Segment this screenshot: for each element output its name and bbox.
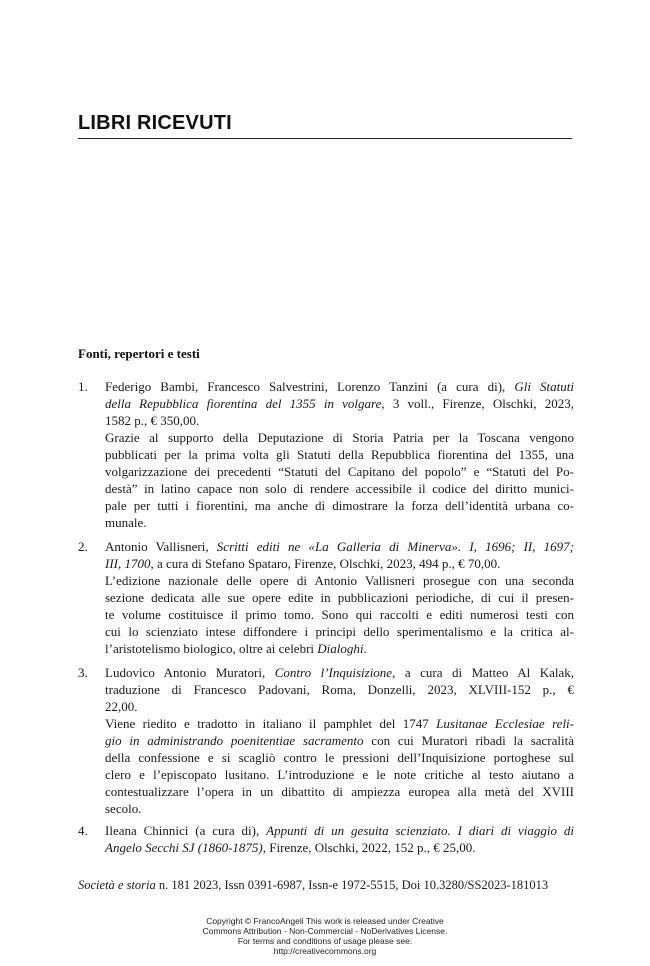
book-title: III, 1700	[105, 556, 151, 571]
book-title: Appunti di un gesuita scienziato. I diari di viaggio di	[266, 823, 575, 838]
description-line: pale per tutti i fiorentini, ma anche di dimostrare la forza dell’identità urbana co-	[105, 498, 574, 513]
citation-line: traduzione di Francesco Padovani, Roma, Donzelli, 2023, XLVIII-152 p., €	[105, 682, 574, 697]
description-line: clero e l’episcopato lusitano. L’introduzione e le note critiche al testo aiutano a	[105, 767, 574, 782]
description-line: sezione dedicata alle sue opere edite in pubblicazioni periodiche, di cui il presen-	[105, 590, 574, 605]
entry-4	[78, 822, 574, 856]
description-line: cui lo scienziato intese diffondere i principi dello sperimentalismo e la critica al-	[105, 624, 574, 639]
journal-details: n. 181 2023, Issn 0391-6987, Issn-e 1972-5515, Doi 10.3280/SS2023-181013	[155, 878, 549, 892]
description-line: munale.	[105, 515, 147, 530]
license-notice	[0, 916, 650, 956]
entry-2	[78, 538, 574, 657]
journal-name: Società e storia	[78, 878, 156, 892]
description-line: L’edizione nazionale delle opere di Antonio Vallisneri prosegue con una seconda	[105, 573, 574, 588]
citation-line: Federigo Bambi, Francesco Salvestrini, Lorenzo Tanzini (a cura di), Gli Statuti	[105, 379, 575, 394]
entry-1	[78, 378, 574, 531]
description-line: secolo.	[105, 801, 142, 816]
title-rule	[78, 138, 572, 139]
journal-reference	[78, 878, 578, 893]
description-line: destà” in latino capace non solo di rendere accessibile il codice del diritto munici-	[105, 481, 574, 496]
description-line: pubblicati per la prima volta gli Statuti della Repubblica fiorentina del 1355, una	[105, 447, 574, 462]
description-line: gio in administrando poenitentiae sacramento con cui Muratori ribadì la sacralità	[105, 733, 575, 748]
book-title: Scritti editi ne «La Galleria di Minerva». I, 1696; II, 1697;	[216, 539, 574, 554]
citation-line: 1582 p., € 350,00.	[105, 413, 200, 428]
section-heading: Fonti, repertori e testi	[78, 346, 200, 361]
description-line: l’aristotelismo biologico, oltre ai celebri Dialoghi.	[105, 641, 367, 656]
entry-number: 2.	[78, 539, 88, 554]
book-title: Contro l’Inquisizione	[274, 665, 393, 680]
description-line: della confessione e si scagliò contro le pressioni dell’Inquisizione portoghese sul	[105, 750, 574, 765]
citation-line: Ludovico Antonio Muratori, Contro l’Inquisizione, a cura di Matteo Al Kalak,	[105, 665, 575, 680]
license-line: Commons Attribution - Non-Commercial - NoDerivatives License.	[202, 926, 448, 936]
description-line: Viene riedito e tradotto in italiano il pamphlet del 1747 Lusitanae Ecclesiae reli-	[105, 716, 574, 731]
citation-line: Antonio Vallisneri, Scritti editi ne «La Galleria di Minerva». I, 1696; II, 1697;	[105, 539, 574, 554]
citation-line: della Repubblica fiorentina del 1355 in volgare, 3 voll., Firenze, Olschki, 2023,	[105, 396, 574, 411]
page-title: LIBRI RICEVUTI	[78, 112, 232, 134]
entry-number: 1.	[78, 379, 88, 394]
description-line: contestualizzare l’opera in un dibattito di ampiezza europea alla metà del XVIII	[105, 784, 574, 799]
entry-3	[78, 664, 574, 817]
citation-line: Angelo Secchi SJ (1860-1875), Firenze, Olschki, 2022, 152 p., € 25,00.	[105, 840, 476, 855]
license-link[interactable]: http://creativecommons.org	[273, 946, 377, 956]
book-title: Gli Statuti	[514, 379, 575, 394]
description-line: te volume costituisce il primo tomo. Sono qui raccolti e editi numerosi testi con	[105, 607, 574, 622]
entry-number: 3.	[78, 665, 88, 680]
citation-line: III, 1700, a cura di Stefano Spataro, Firenze, Olschki, 2023, 494 p., € 70,00.	[105, 556, 501, 571]
description-line: volgarizzazione dei precedenti “Statuti del Capitano del popolo” e “Statuti del Po-	[105, 464, 574, 479]
book-title: Angelo Secchi SJ (1860-1875)	[105, 840, 263, 855]
citation-line: 22,00.	[105, 699, 138, 714]
book-title: della Repubblica fiorentina del 1355 in volgare	[105, 396, 382, 411]
description-line: Grazie al supporto della Deputazione di Storia Patria per la Toscana vengono	[105, 430, 574, 445]
citation-line: Ileana Chinnici (a cura di), Appunti di un gesuita scienziato. I diari di viaggio di	[105, 823, 575, 838]
license-line: For terms and conditions of usage please see:	[237, 936, 413, 946]
entry-number: 4.	[78, 823, 88, 838]
license-line: Copyright © FrancoAngeli This work is released under Creative	[206, 916, 444, 926]
